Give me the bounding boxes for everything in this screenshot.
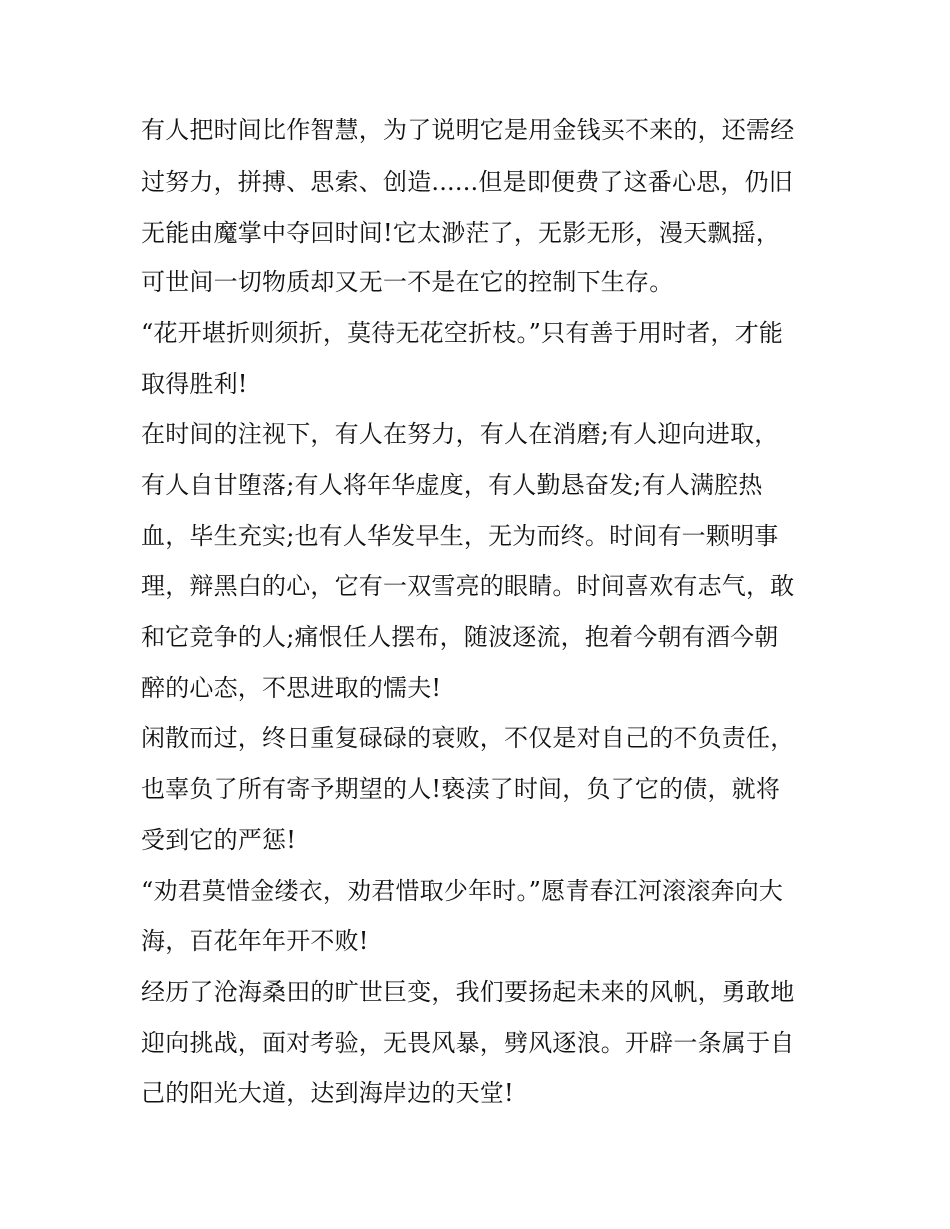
- text-line: 海，百花年年开不败!: [141, 927, 369, 955]
- text-line: 理，辩黑白的心，它有一双雪亮的眼睛。时间喜欢有志气，敢: [141, 572, 795, 600]
- text-line: 经历了沧海桑田的旷世巨变，我们要扬起未来的风帆，勇敢地: [141, 978, 795, 1006]
- text-line: “劝君莫惜金缕衣，劝君惜取少年时。”愿青春江河滚滚奔向大: [141, 877, 784, 905]
- text-line: 闲散而过，终日重复碌碌的衰败，不仅是对自己的不负责任，: [141, 724, 795, 752]
- text-line: “花开堪折则须折，莫待无花空折枝。”只有善于用时者，才能: [141, 319, 784, 347]
- text-line: 过努力，拼搏、思索、创造......但是即便费了这番心思，仍旧: [141, 168, 793, 196]
- text-line: 在时间的注视下，有人在努力，有人在消磨;有人迎向进取，: [141, 420, 779, 448]
- text-line: 血，毕生充实;也有人华发早生，无为而终。时间有一颗明事: [141, 522, 779, 550]
- text-line: 有人把时间比作智慧，为了说明它是用金钱买不来的，还需经: [141, 116, 795, 144]
- text-line: 和它竞争的人;痛恨任人摆布，随波逐流，抱着今朝有酒今朝: [141, 623, 779, 651]
- text-line: 受到它的严惩!: [141, 826, 297, 854]
- text-line: 有人自甘堕落;有人将年华虚度，有人勤恳奋发;有人满腔热: [141, 471, 763, 499]
- text-line: 无能由魔掌中夺回时间!它太渺茫了，无影无形，漫天飘摇，: [141, 219, 781, 247]
- text-line: 可世间一切物质却又无一不是在它的控制下生存。: [141, 268, 674, 296]
- text-line: 醉的心态，不思进取的懦夫!: [141, 674, 442, 702]
- text-line: 己的阳光大道，达到海岸边的天堂!: [141, 1079, 514, 1107]
- text-line: 取得胜利!: [141, 370, 248, 398]
- text-line: 迎向挑战，面对考验，无畏风暴，劈风逐浪。开辟一条属于自: [141, 1029, 795, 1057]
- text-line: 也辜负了所有寄予期望的人!亵渎了时间，负了它的债，就将: [141, 775, 781, 803]
